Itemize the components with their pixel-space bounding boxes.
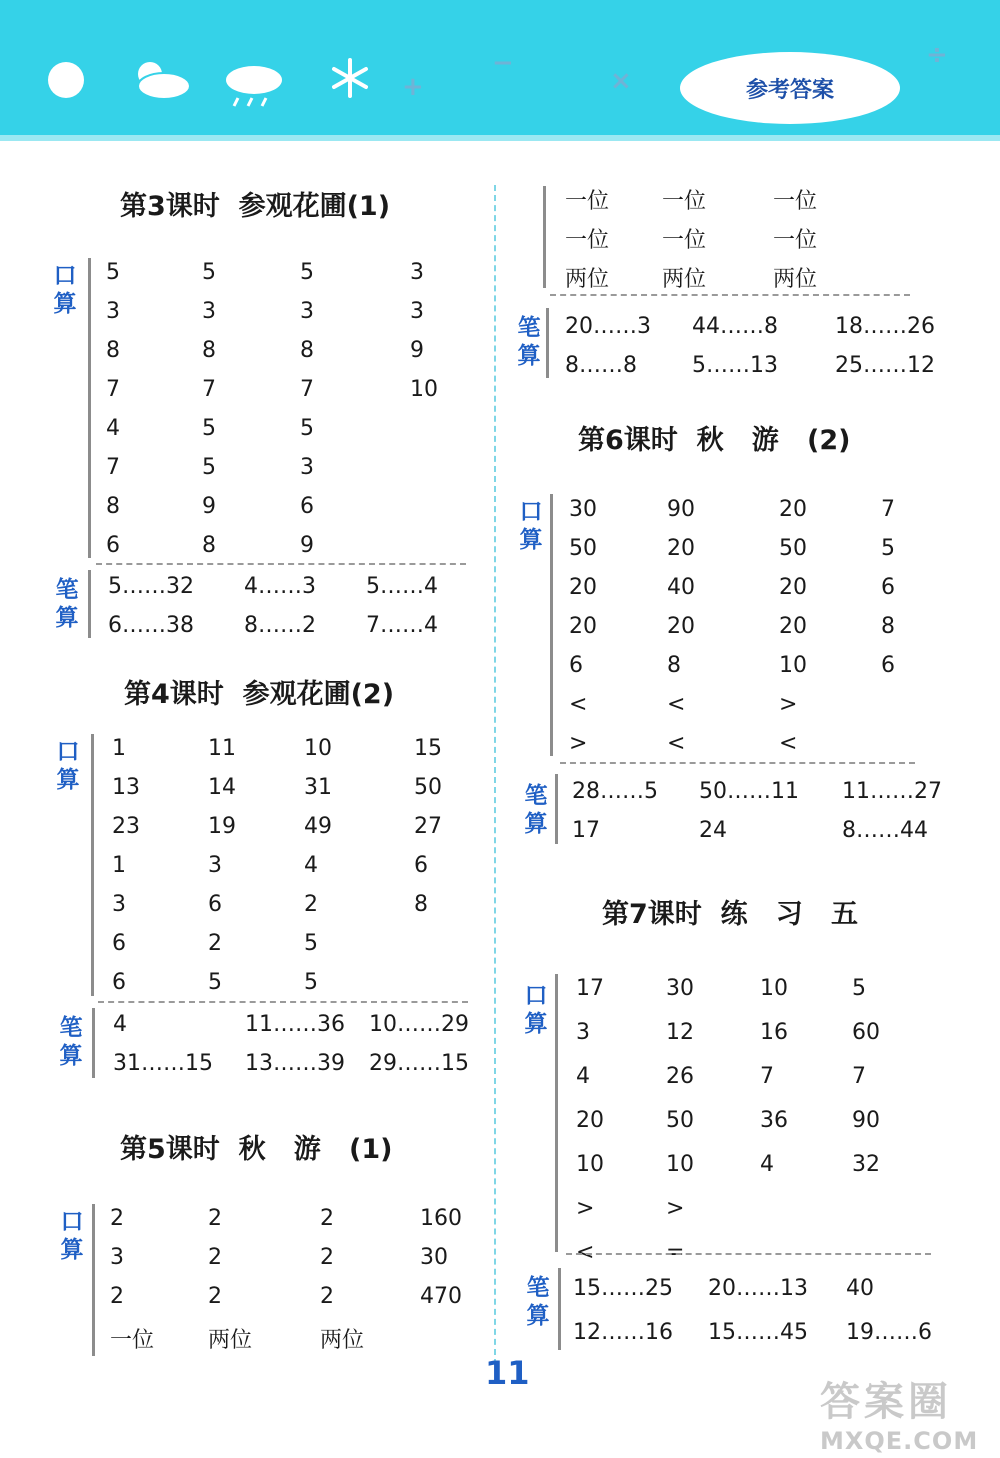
answer-cell: 29……15 bbox=[369, 1051, 469, 1076]
answer-cell: 90 bbox=[852, 1108, 880, 1133]
answer-cell: 3 bbox=[110, 1245, 124, 1270]
answer-cell: 1 bbox=[112, 853, 126, 878]
answer-cell: 4 bbox=[576, 1064, 590, 1089]
answer-cell: 32 bbox=[852, 1152, 880, 1177]
lesson5-oral-label: 口算 bbox=[60, 1209, 84, 1263]
answer-cell: 90 bbox=[667, 497, 695, 522]
answer-cell: 5 bbox=[106, 260, 120, 285]
answer-cell: 13……39 bbox=[245, 1051, 345, 1076]
answer-cell: 19 bbox=[208, 814, 236, 839]
lesson6-title: 第6课时 秋 游 (2) bbox=[578, 425, 851, 456]
answer-cell: 12 bbox=[666, 1020, 694, 1045]
answer-cell: 两位 bbox=[565, 267, 610, 292]
answer-cell: 9 bbox=[410, 338, 424, 363]
answer-cell: 8 bbox=[106, 494, 120, 519]
answer-cell: > bbox=[569, 731, 588, 756]
answer-cell: 23 bbox=[112, 814, 140, 839]
lesson3-oral-bar bbox=[88, 258, 91, 558]
answer-cell: 2 bbox=[320, 1284, 334, 1309]
answer-cell: 两位 bbox=[208, 1328, 253, 1353]
answer-cell: 31 bbox=[304, 775, 332, 800]
answer-cell: 7 bbox=[300, 377, 314, 402]
answer-cell: 3 bbox=[300, 299, 314, 324]
lesson5-title: 第5课时 秋 游 (1) bbox=[120, 1134, 393, 1165]
answer-cell: 7 bbox=[852, 1064, 866, 1089]
answer-cell: 16 bbox=[760, 1020, 788, 1045]
lesson6-written-bar bbox=[555, 774, 558, 844]
lesson5-separator bbox=[550, 294, 910, 296]
answer-cell: 5……32 bbox=[108, 574, 194, 599]
column-divider bbox=[494, 185, 496, 1365]
answer-cell: 17 bbox=[576, 976, 604, 1001]
answer-cell: 20 bbox=[667, 536, 695, 561]
lesson6-written-label: 笔算 bbox=[524, 783, 548, 837]
lesson3-written-label: 笔算 bbox=[55, 577, 79, 631]
answer-cell: 一位 bbox=[662, 228, 707, 253]
answer-cell: 4 bbox=[304, 853, 318, 878]
answer-cell: 3 bbox=[208, 853, 222, 878]
answer-cell: 5 bbox=[852, 976, 866, 1001]
watermark-text: 答案圈 bbox=[820, 1379, 952, 1425]
answer-cell: 6 bbox=[569, 653, 583, 678]
answer-cell: 20 bbox=[779, 497, 807, 522]
answer-cell: 10 bbox=[779, 653, 807, 678]
answer-cell: 5 bbox=[208, 970, 222, 995]
answer-cell: 一位 bbox=[662, 189, 707, 214]
answer-cell: 50 bbox=[666, 1108, 694, 1133]
answer-cell: 两位 bbox=[320, 1328, 365, 1353]
lesson7-separator bbox=[566, 1253, 931, 1255]
answer-cell: < bbox=[569, 692, 588, 717]
answer-cell: 50 bbox=[779, 536, 807, 561]
answer-cell: 7 bbox=[106, 377, 120, 402]
answer-cell: 2 bbox=[320, 1245, 334, 1270]
lesson4-title: 第4课时 参观花圃(2) bbox=[124, 679, 395, 710]
answer-cell: 5 bbox=[304, 970, 318, 995]
answer-cell: 470 bbox=[420, 1284, 462, 1309]
answer-cell: 2 bbox=[110, 1284, 124, 1309]
answer-cell: 4 bbox=[760, 1152, 774, 1177]
answer-cell: > bbox=[666, 1196, 685, 1221]
answer-cell: 8 bbox=[202, 533, 216, 558]
lesson7-oral-bar bbox=[555, 974, 558, 1252]
answer-cell: 两位 bbox=[662, 267, 707, 292]
answer-cell: 两位 bbox=[773, 267, 818, 292]
answer-cell: 4 bbox=[106, 416, 120, 441]
plus-icon: + bbox=[402, 72, 424, 102]
answer-cell: 50……11 bbox=[699, 779, 799, 804]
answer-cell: 8 bbox=[300, 338, 314, 363]
answer-cell: 7 bbox=[881, 497, 895, 522]
answer-cell: 50 bbox=[569, 536, 597, 561]
answer-cell: 28……5 bbox=[572, 779, 658, 804]
lesson6-oral-label: 口算 bbox=[519, 499, 543, 553]
answer-cell: 8 bbox=[106, 338, 120, 363]
lesson4-oral-bar bbox=[91, 734, 94, 996]
answer-cell: 18……26 bbox=[835, 314, 935, 339]
answer-cell: 10 bbox=[576, 1152, 604, 1177]
answer-cell: 5 bbox=[202, 455, 216, 480]
answer-cell: 11……36 bbox=[245, 1012, 345, 1037]
answer-cell: 8 bbox=[667, 653, 681, 678]
answer-cell: 40 bbox=[846, 1276, 874, 1301]
answer-cell: 一位 bbox=[773, 228, 818, 253]
answer-cell: 5 bbox=[304, 931, 318, 956]
answer-cell: 19……6 bbox=[846, 1320, 932, 1345]
answer-cell: 11……27 bbox=[842, 779, 942, 804]
answer-cell: 2 bbox=[208, 1245, 222, 1270]
answer-cell: 6……38 bbox=[108, 613, 194, 638]
answer-cell: 2 bbox=[208, 931, 222, 956]
answer-cell: 15……45 bbox=[708, 1320, 808, 1345]
answer-cell: 3 bbox=[106, 299, 120, 324]
answer-cell: < bbox=[667, 731, 686, 756]
page-number: 11 bbox=[485, 1354, 530, 1392]
answer-cell: 20 bbox=[569, 614, 597, 639]
lesson4-written-bar bbox=[92, 1008, 95, 1078]
answer-cell: 5……4 bbox=[366, 574, 438, 599]
answer-cell: 3 bbox=[410, 260, 424, 285]
answer-cell: 50 bbox=[414, 775, 442, 800]
rain-cloud-icon bbox=[222, 60, 288, 110]
answer-cell: 30 bbox=[420, 1245, 448, 1270]
answer-cell: 13 bbox=[112, 775, 140, 800]
answer-cell: 1 bbox=[112, 736, 126, 761]
answer-cell: 5 bbox=[202, 260, 216, 285]
lesson3-oral-label: 口算 bbox=[53, 263, 77, 317]
answer-cell: 40 bbox=[667, 575, 695, 600]
answer-cell: 20……13 bbox=[708, 1276, 808, 1301]
answer-cell: 9 bbox=[202, 494, 216, 519]
lesson3-separator bbox=[96, 563, 466, 565]
answer-cell: 一位 bbox=[773, 189, 818, 214]
lesson7-oral-label: 口算 bbox=[524, 983, 548, 1037]
snowflake-icon bbox=[330, 58, 370, 98]
answer-cell: 5……13 bbox=[692, 353, 778, 378]
answer-cell: > bbox=[576, 1196, 595, 1221]
answer-cell: 6 bbox=[106, 533, 120, 558]
partly-cloudy-icon bbox=[128, 58, 192, 102]
answer-cell: = bbox=[666, 1240, 685, 1265]
answer-cell: > bbox=[779, 692, 798, 717]
answer-cell: 6 bbox=[881, 653, 895, 678]
sun-icon bbox=[48, 62, 84, 98]
answer-cell: 3 bbox=[410, 299, 424, 324]
answer-cell: 30 bbox=[666, 976, 694, 1001]
times-icon: × bbox=[610, 66, 632, 96]
answer-cell: 6 bbox=[112, 970, 126, 995]
answer-cell: 5 bbox=[881, 536, 895, 561]
answer-cell: 一位 bbox=[565, 228, 610, 253]
answer-cell: 8……44 bbox=[842, 818, 928, 843]
lesson4-separator bbox=[98, 1001, 468, 1003]
lesson6-oral-bar bbox=[550, 494, 553, 756]
answer-cell: 3 bbox=[576, 1020, 590, 1045]
lesson4-oral-label: 口算 bbox=[56, 739, 80, 793]
answer-cell: 一位 bbox=[565, 189, 610, 214]
answer-cell: 10 bbox=[410, 377, 438, 402]
lesson5-written-label: 笔算 bbox=[517, 315, 541, 369]
answer-cell: < bbox=[576, 1240, 595, 1265]
answer-cell: 20 bbox=[779, 575, 807, 600]
lesson7-written-label: 笔算 bbox=[526, 1275, 550, 1329]
watermark-url: MXQE.COM bbox=[820, 1427, 979, 1455]
minus-icon: − bbox=[492, 48, 514, 78]
answer-cell: 24 bbox=[699, 818, 727, 843]
answer-cell: 5 bbox=[202, 416, 216, 441]
answer-cell: 4 bbox=[113, 1012, 127, 1037]
lesson7-title: 第7课时 练 习 五 bbox=[602, 899, 858, 930]
answer-cell: 2 bbox=[208, 1284, 222, 1309]
answer-cell: < bbox=[667, 692, 686, 717]
answer-cell: 8 bbox=[881, 614, 895, 639]
answer-cell: 6 bbox=[112, 931, 126, 956]
answer-cell: 3 bbox=[300, 455, 314, 480]
answer-cell: 2 bbox=[320, 1206, 334, 1231]
answer-cell: 44……8 bbox=[692, 314, 778, 339]
lesson5-oral-bar bbox=[92, 1204, 95, 1356]
answer-cell: 5 bbox=[300, 416, 314, 441]
answer-cell: 8……8 bbox=[565, 353, 637, 378]
answer-cell: 15……25 bbox=[573, 1276, 673, 1301]
answer-cell: 20 bbox=[779, 614, 807, 639]
answer-cell: 25……12 bbox=[835, 353, 935, 378]
lesson3-written-bar bbox=[88, 570, 91, 638]
answer-cell: 2 bbox=[304, 892, 318, 917]
answer-cell: 11 bbox=[208, 736, 236, 761]
answer-cell: 10 bbox=[666, 1152, 694, 1177]
answer-cell: 一位 bbox=[110, 1328, 155, 1353]
answer-cell: 17 bbox=[572, 818, 600, 843]
answer-cell: 7 bbox=[106, 455, 120, 480]
answer-cell: 7 bbox=[760, 1064, 774, 1089]
answer-cell: 10 bbox=[304, 736, 332, 761]
answer-cell: < bbox=[779, 731, 798, 756]
answer-cell: 20……3 bbox=[565, 314, 651, 339]
answer-cell: 31……15 bbox=[113, 1051, 213, 1076]
lesson3-title: 第3课时 参观花圃(1) bbox=[120, 191, 391, 222]
answer-cell: 10……29 bbox=[369, 1012, 469, 1037]
answer-cell: 5 bbox=[300, 260, 314, 285]
answer-cell: 49 bbox=[304, 814, 332, 839]
answer-cell: 30 bbox=[569, 497, 597, 522]
lesson6-separator bbox=[560, 762, 915, 764]
answer-cell: 6 bbox=[300, 494, 314, 519]
lesson4-written-label: 笔算 bbox=[59, 1015, 83, 1069]
answer-cell: 8 bbox=[202, 338, 216, 363]
answer-cell: 2 bbox=[208, 1206, 222, 1231]
answer-cell: 12……16 bbox=[573, 1320, 673, 1345]
answer-cell: 15 bbox=[414, 736, 442, 761]
answer-cell: 20 bbox=[569, 575, 597, 600]
answer-cell: 6 bbox=[208, 892, 222, 917]
answer-cell: 60 bbox=[852, 1020, 880, 1045]
lesson7-written-bar bbox=[558, 1268, 561, 1350]
answer-cell: 26 bbox=[666, 1064, 694, 1089]
answer-cell: 36 bbox=[760, 1108, 788, 1133]
answer-cell: 14 bbox=[208, 775, 236, 800]
answer-cell: 7 bbox=[202, 377, 216, 402]
answer-cell: 160 bbox=[420, 1206, 462, 1231]
watermark-logo bbox=[820, 1370, 990, 1455]
answer-cell: 10 bbox=[760, 976, 788, 1001]
answer-cell: 8……2 bbox=[244, 613, 316, 638]
header-banner bbox=[0, 0, 1000, 141]
divide-icon: ÷ bbox=[926, 40, 948, 70]
lesson5-cont-bar bbox=[543, 186, 546, 288]
answer-cell: 20 bbox=[576, 1108, 604, 1133]
lesson5-written-bar bbox=[546, 308, 549, 378]
answer-cell: 3 bbox=[112, 892, 126, 917]
answer-cell: 2 bbox=[110, 1206, 124, 1231]
answer-cell: 8 bbox=[414, 892, 428, 917]
answer-cell: 20 bbox=[667, 614, 695, 639]
answer-cell: 6 bbox=[414, 853, 428, 878]
answer-cell: 9 bbox=[300, 533, 314, 558]
answer-cell: 4……3 bbox=[244, 574, 316, 599]
answer-cell: 7……4 bbox=[366, 613, 438, 638]
answer-badge bbox=[680, 52, 900, 124]
answer-cell: 6 bbox=[881, 575, 895, 600]
answer-cell: 3 bbox=[202, 299, 216, 324]
answer-badge-label: 参考答案 bbox=[745, 77, 834, 103]
answer-cell: 27 bbox=[414, 814, 442, 839]
